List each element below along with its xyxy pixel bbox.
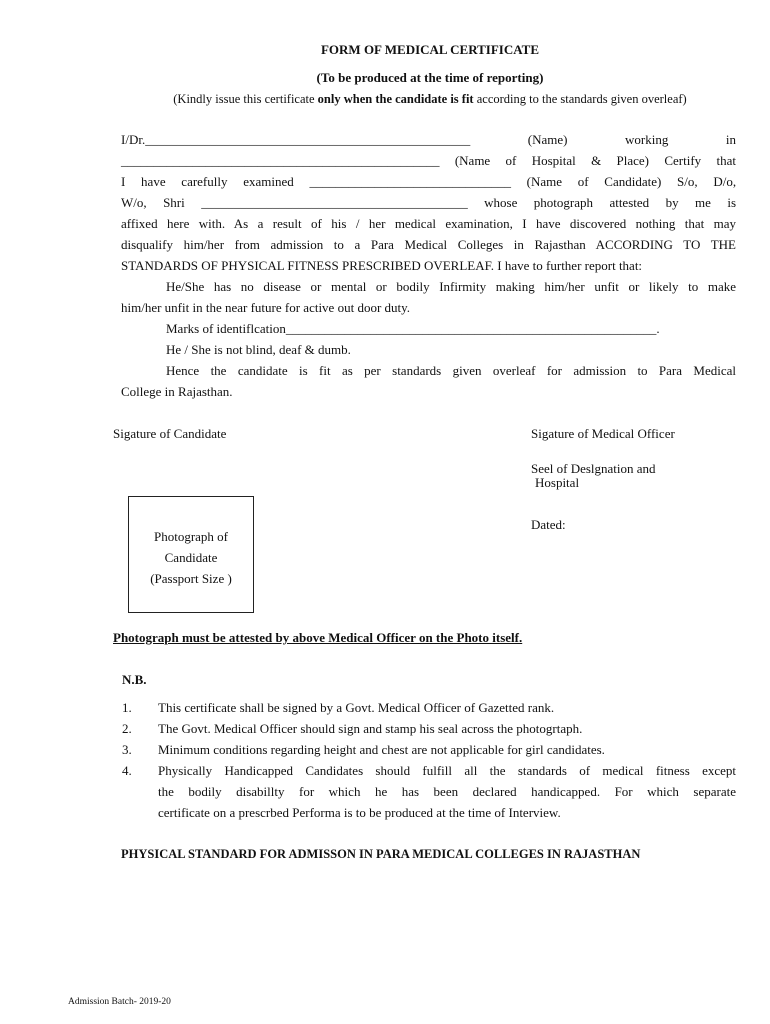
- seal-label-line1: Seel of Deslgnation and: [531, 461, 656, 476]
- photograph-box: [128, 496, 254, 613]
- body-line-9: him/her unfit in the near future for active out door duty.: [121, 300, 411, 315]
- nb-item-text: The Govt. Medical Officer should sign and stamp his seal across the photogrtaph.: [158, 721, 583, 736]
- dated-label: Dated:: [531, 517, 566, 532]
- body-line-7: STANDARDS OF PHYSICAL FITNESS PRESCRIBED OVERLEAF. I have to further report that:: [121, 258, 643, 273]
- officer-signature-label: Sigature of Medical Officer: [531, 426, 675, 441]
- body-line-6: disqualify him/her from admission to a Para Medical Colleges in Rajasthan ACCORDING TO THE: [121, 237, 736, 252]
- nb-item-text: the bodily disabillty for which he has been declared handicapped. For which separate: [158, 784, 736, 799]
- nb-item-text: Physically Handicapped Candidates should fulfill all the standards of medical fitness except: [158, 763, 736, 778]
- photo-label-line2: Candidate: [164, 550, 218, 565]
- body-line-11: He / She is not blind, deaf & dumb.: [166, 342, 351, 357]
- nb-item-text: This certificate shall be signed by a Govt. Medical Officer of Gazetted rank.: [158, 700, 555, 715]
- form-title: FORM OF MEDICAL CERTIFICATE: [320, 42, 540, 57]
- note-emphasis: only when the candidate is fit: [317, 92, 474, 106]
- footer-batch: Admission Batch- 2019-20: [68, 997, 171, 1007]
- body-line-5: affixed here with. As a result of his / her medical examination, I have discovered nothing that may: [121, 216, 736, 231]
- body-line-8: He/She has no disease or mental or bodily Infirmity making him/her unfit or likely to make: [166, 279, 736, 294]
- body-line-12: Hence the candidate is fit as per standards given overleaf for admission to Para Medical: [166, 363, 736, 378]
- note-prefix: (Kindly issue this certificate: [173, 92, 318, 106]
- body-line-1: I/Dr.__________________________________________________ (Name) working in: [121, 132, 737, 147]
- seal-label-line2: Hospital: [535, 475, 580, 490]
- nb-item-number: 2.: [122, 721, 132, 736]
- body-line-3: I have carefully examined _______________________________ (Name of Candidate) S/o, D/o,: [121, 174, 737, 189]
- nb-item-text: Minimum conditions regarding height and chest are not applicable for girl candidates.: [158, 742, 605, 757]
- photo-label-line1: Photograph of: [153, 529, 229, 544]
- candidate-signature-label: Sigature of Candidate: [113, 426, 227, 441]
- nb-item-text: certificate on a prescrbed Performa is to be produced at the time of Interview.: [158, 805, 561, 820]
- form-subtitle: (To be produced at the time of reporting): [316, 70, 544, 85]
- photo-label-line3: (Passport Size ): [150, 571, 232, 586]
- body-line-4: W/o, Shri _________________________________________ whose photograph attested by me is: [121, 195, 737, 210]
- body-line-2: _________________________________________________ (Name of Hospital & Place) Certify that: [121, 153, 736, 168]
- body-line-13: College in Rajasthan.: [121, 384, 233, 399]
- attestation-note: Photograph must be attested by above Medical Officer on the Photo itself.: [113, 630, 523, 645]
- nb-item-number: 4.: [122, 763, 132, 778]
- marks-of-identification: Marks of identiflcation_________________________________________________________.: [166, 321, 660, 336]
- nb-item-number: 1.: [122, 700, 132, 715]
- nb-item-number: 3.: [122, 742, 132, 757]
- form-note: [0, 92, 770, 107]
- nb-heading: N.B.: [122, 672, 147, 687]
- note-suffix: according to the standards given overleaf): [473, 92, 687, 106]
- physical-standard-heading: PHYSICAL STANDARD FOR ADMISSON IN PARA MEDICAL COLLEGES IN RAJASTHAN: [121, 847, 641, 861]
